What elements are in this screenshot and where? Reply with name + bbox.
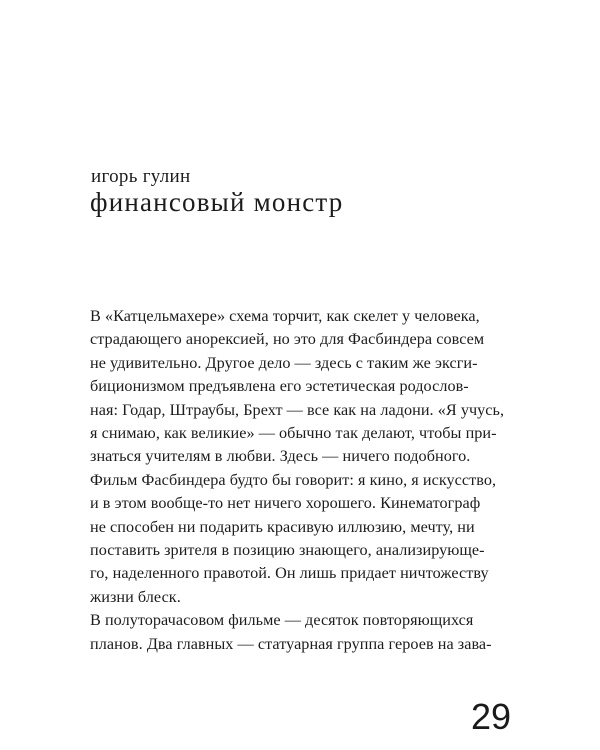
chapter-title: финансовый монстр (90, 187, 344, 217)
text-line: поставить зрителя в позицию знающего, анализирующе- (90, 541, 485, 560)
page-number: 29 (471, 696, 512, 737)
text-line: не способен ни подарить красивую иллюзию, мечту, ни (90, 517, 475, 536)
text-line: В «Катцельмахере» схема торчит, как скелет у человека, (90, 307, 480, 325)
text-line: планов. Два главных — статуарная группа героев на зава- (90, 634, 492, 653)
text-line: го, наделенного правотой. Он лишь придает ничтожеству (90, 564, 489, 583)
text-line: знаться учителям в любви. Здесь — ничего подобного. (90, 447, 471, 466)
body-text (90, 305, 510, 656)
text-line: Фильм Фасбиндера будто бы говорит: я кино, я искусство, (90, 470, 497, 489)
text-line: В полуторачасовом фильме — десяток повторяющихся (90, 611, 474, 630)
author-name: игорь гулин (91, 166, 191, 187)
text-line: не удивительно. Другое дело — здесь с таким же эксги- (90, 353, 478, 372)
text-line: биционизмом предъявлена его эстетическая родослов- (90, 377, 469, 396)
text-line: страдающего анорексией, но это для Фасбиндера совсем (90, 330, 485, 349)
text-line: я снимаю, как великие» — обычно так делают, чтобы при- (90, 424, 497, 443)
text-line: и в этом вообще-то нет ничего хорошего. Кинематограф (90, 494, 481, 513)
text-line: ная: Годар, Штраубы, Брехт — все как на ладони. «Я учусь, (90, 400, 505, 419)
text-line: жизни блеск. (90, 587, 181, 606)
